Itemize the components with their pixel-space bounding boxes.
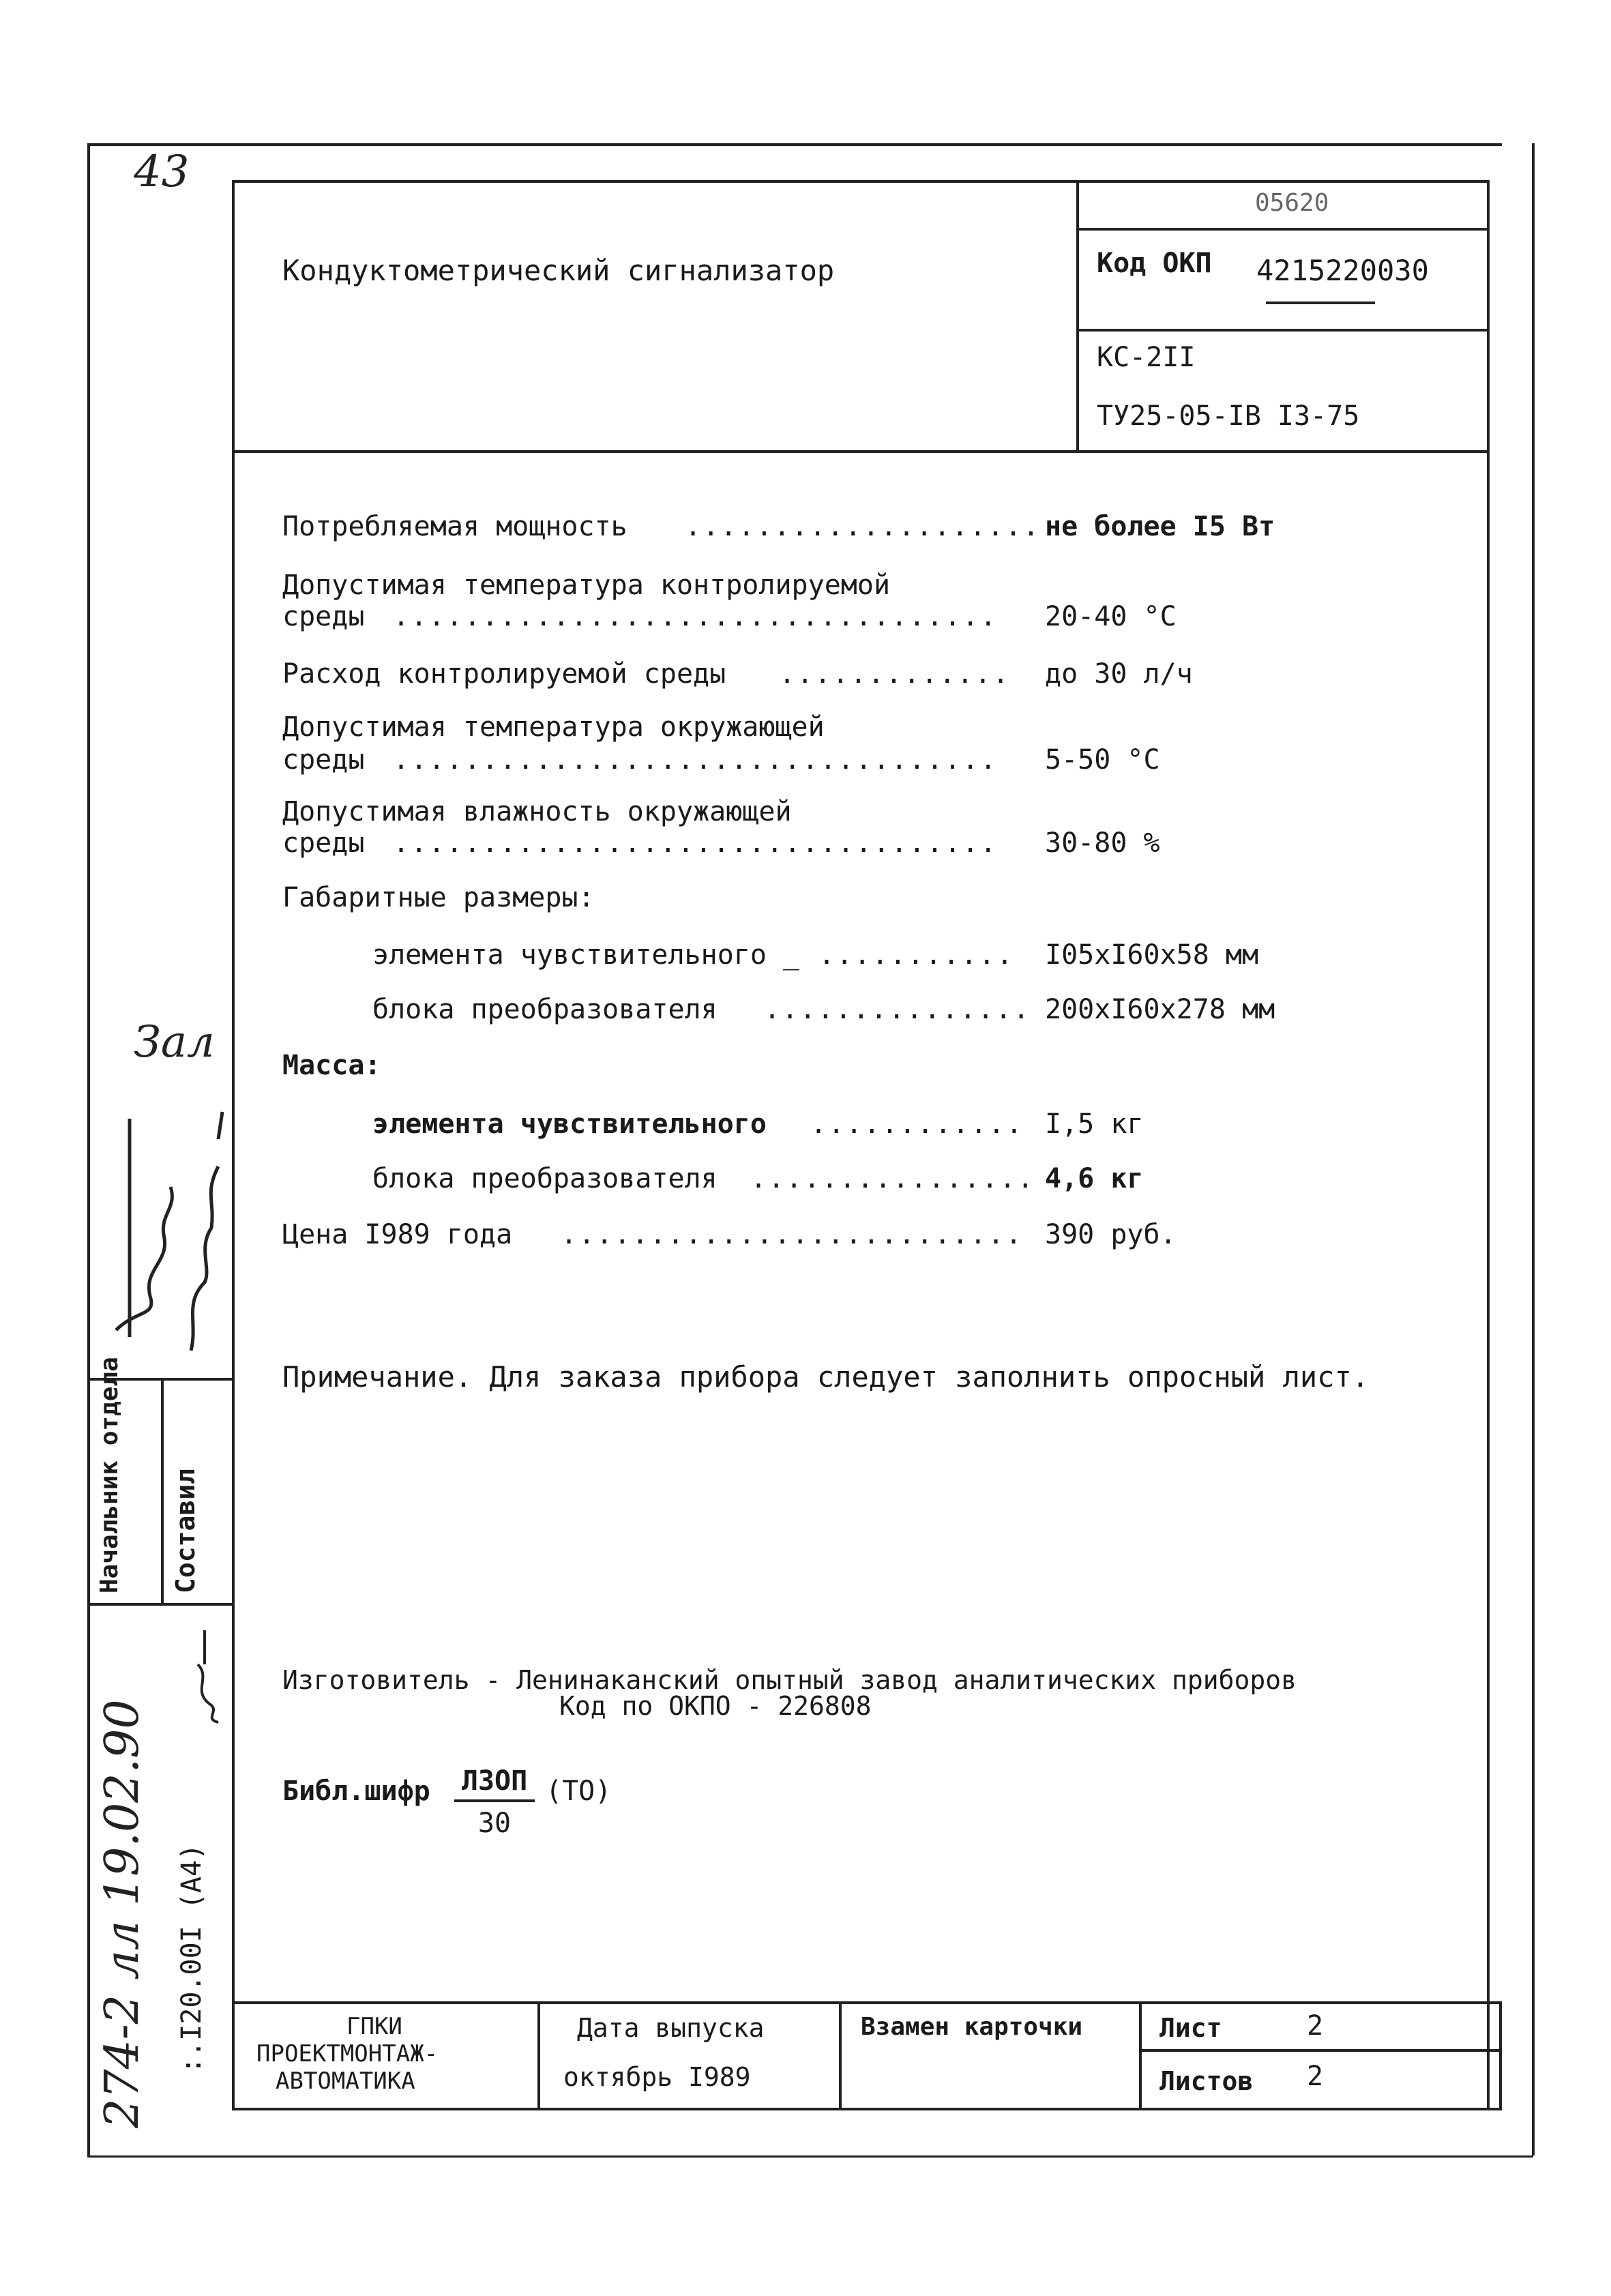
spec-label: Допустимая температура окружающей [282, 711, 825, 743]
spec-value: 30-80 % [1045, 827, 1160, 859]
signature-scribbles [95, 1064, 232, 1378]
page-number: 43 [134, 147, 190, 197]
manufacturer-line1: Изготовитель - Ленинаканский опытный завод аналитических приборов [282, 1665, 1297, 1695]
spec-value: до 30 л/ч [1045, 658, 1193, 690]
dimension-value: 200xI60x278 мм [1045, 994, 1275, 1025]
okp-value: 4215220030 [1256, 254, 1429, 287]
side-label-head: Начальник отдела [95, 1357, 123, 1593]
stamp-number: 05620 [1255, 189, 1329, 217]
outer-left-border [87, 143, 90, 2155]
spec-dots: .................................. [393, 601, 998, 632]
handwritten-registration: 274-2 лл 19.02.90 [95, 1699, 149, 2128]
spec-label-continued: среды [282, 827, 365, 859]
footer-sheet-label: Лист [1159, 2013, 1222, 2043]
spec-label: Потребляемая мощность [282, 511, 627, 542]
spec-dots: .................... [685, 511, 1041, 542]
dimension-dots: ............... [764, 994, 1031, 1025]
spec-label: Допустимая температура контролируемой [282, 570, 891, 601]
main-frame-right [1487, 180, 1490, 2110]
main-frame-left [232, 180, 235, 2110]
manufacturer-okpo: Код по ОКПО - 226808 [559, 1691, 872, 1721]
footer-right-inner [1139, 2049, 1502, 2052]
tu-code: ТУ25-05-IВ I3-75 [1097, 400, 1360, 432]
footer-sheet-value: 2 [1307, 2010, 1324, 2042]
model-code: КС-2II [1097, 342, 1196, 373]
dimension-label: элемента чувствительного _ [372, 939, 800, 971]
mass-value: 4,6 кг [1045, 1163, 1144, 1194]
footer-sheets-value: 2 [1307, 2061, 1324, 2092]
mass-dots: ............ [810, 1108, 1024, 1140]
document-title: Кондуктометрический сигнализатор [282, 254, 835, 287]
spec-label: Расход контролируемой среды [282, 658, 726, 690]
price-value: 390 руб. [1045, 1219, 1177, 1250]
handwritten-note: Зал [134, 1017, 215, 1068]
footer-replace-label: Взамен карточки [861, 2013, 1083, 2041]
mass-dots: ................ [750, 1163, 1035, 1194]
note: Примечание. Для заказа прибора следует заполнить опросный лист. [282, 1360, 1370, 1394]
spec-dots: .................................. [393, 744, 998, 776]
library-fraction [454, 1765, 535, 1839]
header-vertical-divider [1076, 180, 1079, 452]
footer-org-line3: АВТОМАТИКА [276, 2067, 415, 2095]
header-okp-bottom [1076, 329, 1488, 332]
library-denominator: 30 [477, 1808, 512, 1839]
library-numerator: ЛЗОП [454, 1765, 535, 1802]
spec-dots: .................................. [393, 827, 998, 859]
footer-col2-divider [839, 2001, 842, 2109]
main-frame-top [233, 180, 1488, 183]
price-label: Цена I989 года [282, 1219, 513, 1250]
spec-label: Допустимая влажность окружающей [282, 796, 792, 827]
signature-small [184, 1623, 232, 1726]
spec-value: 5-50 °C [1045, 744, 1160, 776]
side-column-divider [161, 1378, 164, 1604]
mass-label: элемента чувствительного [372, 1108, 767, 1140]
mass-value: I,5 кг [1045, 1108, 1144, 1140]
okp-label: Код ОКП [1097, 248, 1212, 279]
footer-org-line1: ГПКИ [346, 2013, 402, 2040]
spec-value: 20-40 °C [1045, 601, 1177, 632]
side-doc-code: :.I20.00I (А4) [176, 1843, 207, 2074]
footer-org-line2: ПРОЕКТМОНТАЖ- [256, 2040, 439, 2067]
footer-col3-divider [1139, 2001, 1142, 2109]
spec-dots: ............. [779, 658, 1011, 690]
dimension-dots: ........... [818, 939, 1014, 971]
library-suffix: (ТО) [546, 1776, 612, 1807]
price-dots: .......................... [561, 1219, 1024, 1250]
footer-date-value: октябрь I989 [563, 2062, 751, 2092]
header-okp-top [1076, 228, 1488, 231]
outer-bottom-border [87, 2155, 1533, 2158]
footer-sheets-label: Листов [1159, 2066, 1254, 2096]
footer-col1-divider [537, 2001, 540, 2109]
mass-label: блока преобразователя [372, 1163, 718, 1194]
main-frame-bottom [232, 2108, 1501, 2110]
footer-top [233, 2001, 1502, 2004]
footer-right-border [1499, 2001, 1502, 2110]
footer-date-label: Дата выпуска [577, 2013, 765, 2043]
spec-label-continued: среды [282, 601, 365, 632]
spec-value: не более I5 Вт [1045, 511, 1275, 542]
dimensions-heading: Габаритные размеры: [282, 882, 595, 913]
side-label-compiled: Составил [171, 1468, 201, 1593]
dimension-value: I05xI60x58 мм [1045, 939, 1259, 971]
spec-label-continued: среды [282, 744, 365, 776]
outer-right-border [1532, 143, 1535, 2155]
library-prefix: Библ.шифр [282, 1776, 430, 1807]
okp-underline [1266, 301, 1375, 304]
header-separator [233, 450, 1488, 453]
outer-top-border [87, 143, 1502, 146]
dimension-label: блока преобразователя [372, 994, 718, 1025]
mass-heading: Масса: [282, 1050, 381, 1081]
